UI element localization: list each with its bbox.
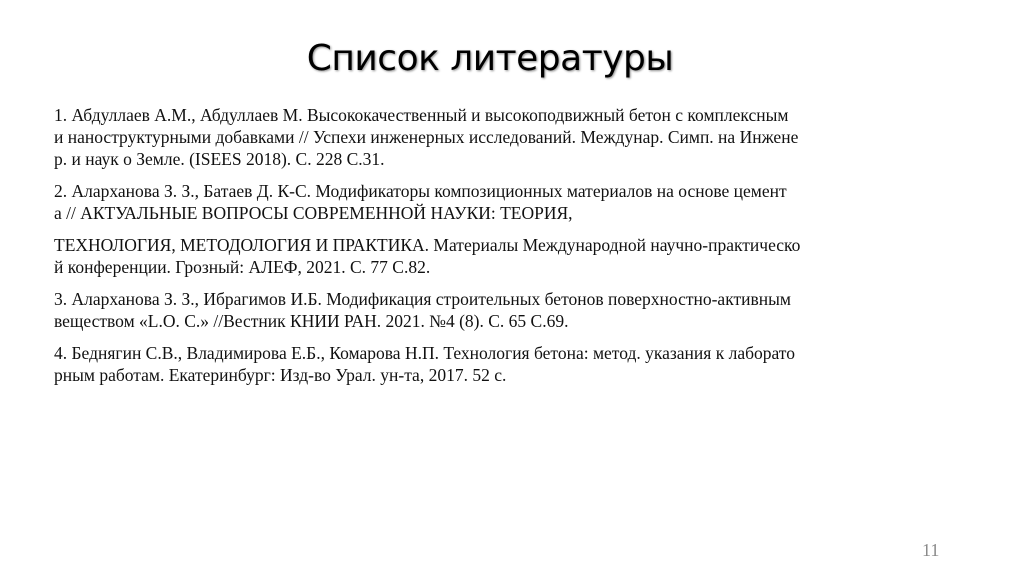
reference-line: рным работам. Екатеринбург: Изд-во Урал. ун-та, 2017. 52 с. [54, 365, 507, 385]
reference-item [54, 342, 924, 386]
reference-item [54, 180, 924, 224]
reference-item [54, 104, 924, 170]
reference-line: р. и наук о Земле. (ISEES 2018). С. 228 С.31. [54, 149, 385, 169]
reference-line: й конференции. Грозный: АЛЕФ, 2021. С. 77 С.82. [54, 257, 431, 277]
reference-item [54, 234, 924, 278]
reference-line: 1. Абдуллаев А.М., Абдуллаев М. Высококачественный и высокоподвижный бетон с комплексным [54, 105, 789, 125]
reference-line: ТЕХНОЛОГИЯ, МЕТОДОЛОГИЯ И ПРАКТИКА. Материалы Международной научно-практическо [54, 235, 801, 255]
reference-line: 3. Аларханова З. З., Ибрагимов И.Б. Модификация строительных бетонов поверхностно-активным [54, 289, 791, 309]
reference-list [54, 104, 924, 396]
reference-line: а // АКТУАЛЬНЫЕ ВОПРОСЫ СОВРЕМЕННОЙ НАУКИ: ТЕОРИЯ, [54, 203, 573, 223]
reference-line: 2. Аларханова З. З., Батаев Д. К-С. Модификаторы композиционных материалов на основе цемент [54, 181, 787, 201]
reference-item [54, 288, 924, 332]
page-number: 11 [922, 540, 940, 560]
reference-line: веществом «L.O. C.» //Вестник КНИИ РАН. 2021. №4 (8). С. 65 С.69. [54, 311, 569, 331]
slide-title: Список литературы [306, 38, 674, 79]
reference-line: и наноструктурными добавками // Успехи инженерных исследований. Междунар. Симп. на Инжене [54, 127, 799, 147]
reference-line: 4. Беднягин С.В., Владимирова Е.Б., Комарова Н.П. Технология бетона: метод. указания к лаборато [54, 343, 795, 363]
